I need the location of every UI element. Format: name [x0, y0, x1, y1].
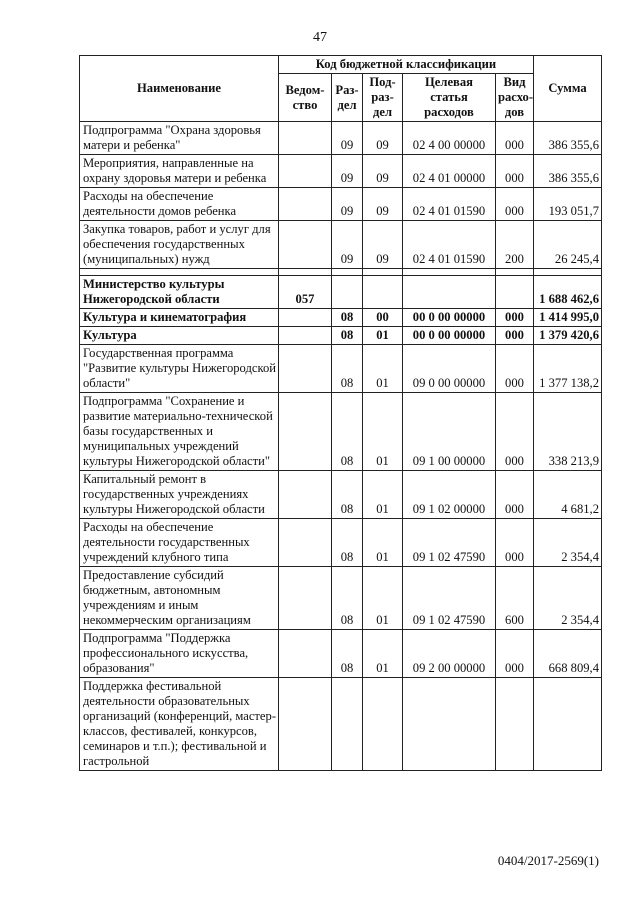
table-row	[80, 393, 602, 471]
cell-ved	[279, 567, 332, 630]
cell-vid: 000	[496, 155, 534, 188]
cell-podrazdel: 09	[363, 122, 403, 155]
cell-summa: 1 414 995,0	[534, 309, 602, 327]
table-row	[80, 345, 602, 393]
cell-vid: 000	[496, 188, 534, 221]
cell-summa: 386 355,6	[534, 122, 602, 155]
header-row-1	[80, 56, 602, 74]
table-row	[80, 309, 602, 327]
spacer-cell	[332, 269, 363, 276]
cell-vid: 000	[496, 122, 534, 155]
cell-name: Подпрограмма "Сохранение и развитие материально-технической базы государственных и муниципальных учреждений культуры Нижегородской области"	[80, 393, 279, 471]
page-number: 47	[313, 30, 327, 45]
header-code-group: Код бюджетной классификации	[279, 56, 534, 74]
cell-podrazdel: 01	[363, 345, 403, 393]
cell-vid: 000	[496, 471, 534, 519]
cell-summa: 26 245,4	[534, 221, 602, 269]
cell-celevaya	[403, 276, 496, 309]
cell-summa: 668 809,4	[534, 630, 602, 678]
cell-razdel: 08	[332, 471, 363, 519]
cell-celevaya: 09 2 00 00000	[403, 630, 496, 678]
cell-name: Предоставление субсидий бюджетным, автономным учреждениям и иным некоммерческим организациям	[80, 567, 279, 630]
table-row	[80, 471, 602, 519]
spacer-cell	[363, 269, 403, 276]
cell-podrazdel: 01	[363, 471, 403, 519]
cell-vid: 000	[496, 393, 534, 471]
cell-celevaya: 09 1 02 47590	[403, 519, 496, 567]
cell-razdel	[332, 678, 363, 771]
spacer-row	[80, 269, 602, 276]
cell-celevaya: 02 4 01 01590	[403, 188, 496, 221]
table-row	[80, 630, 602, 678]
cell-summa: 193 051,7	[534, 188, 602, 221]
cell-podrazdel	[363, 276, 403, 309]
cell-ved	[279, 327, 332, 345]
cell-name: Капитальный ремонт в государственных учреждениях культуры Нижегородской области	[80, 471, 279, 519]
cell-summa: 1 379 420,6	[534, 327, 602, 345]
cell-podrazdel: 01	[363, 519, 403, 567]
table-row	[80, 188, 602, 221]
cell-podrazdel: 01	[363, 393, 403, 471]
table-row	[80, 155, 602, 188]
cell-razdel: 08	[332, 393, 363, 471]
header-podrazdel: Под-раз-дел	[363, 74, 403, 122]
header-ved: Ведом-ство	[279, 74, 332, 122]
table-row	[80, 519, 602, 567]
budget-table	[79, 55, 602, 771]
cell-ved	[279, 678, 332, 771]
table-row	[80, 276, 602, 309]
cell-podrazdel: 01	[363, 567, 403, 630]
table-row	[80, 567, 602, 630]
cell-ved	[279, 345, 332, 393]
cell-name: Культура и кинематография	[80, 309, 279, 327]
table-row	[80, 122, 602, 155]
cell-razdel	[332, 276, 363, 309]
cell-razdel: 08	[332, 345, 363, 393]
spacer-cell	[279, 269, 332, 276]
cell-razdel: 08	[332, 630, 363, 678]
cell-celevaya: 00 0 00 00000	[403, 309, 496, 327]
cell-summa: 386 355,6	[534, 155, 602, 188]
cell-name: Закупка товаров, работ и услуг для обеспечения государственных (муниципальных) нужд	[80, 221, 279, 269]
cell-name: Министерство культуры Нижегородской области	[80, 276, 279, 309]
header-summa: Сумма	[534, 56, 602, 122]
cell-vid	[496, 276, 534, 309]
cell-celevaya: 09 1 02 00000	[403, 471, 496, 519]
cell-ved	[279, 519, 332, 567]
cell-razdel: 08	[332, 327, 363, 345]
header-vid: Вид расхо-дов	[496, 74, 534, 122]
cell-vid: 000	[496, 519, 534, 567]
cell-ved	[279, 309, 332, 327]
cell-razdel: 08	[332, 309, 363, 327]
cell-name: Мероприятия, направленные на охрану здоровья матери и ребенка	[80, 155, 279, 188]
spacer-cell	[403, 269, 496, 276]
cell-razdel: 08	[332, 519, 363, 567]
spacer-cell	[80, 269, 279, 276]
table-row	[80, 678, 602, 771]
table-body	[80, 122, 602, 771]
cell-ved	[279, 122, 332, 155]
cell-vid	[496, 678, 534, 771]
cell-summa	[534, 678, 602, 771]
cell-ved	[279, 471, 332, 519]
cell-vid: 200	[496, 221, 534, 269]
cell-vid: 600	[496, 567, 534, 630]
cell-podrazdel: 09	[363, 221, 403, 269]
cell-ved	[279, 188, 332, 221]
document-code: 0404/2017-2569(1)	[497, 853, 599, 868]
cell-ved	[279, 221, 332, 269]
cell-razdel: 09	[332, 221, 363, 269]
cell-ved	[279, 155, 332, 188]
cell-ved: 057	[279, 276, 332, 309]
cell-summa: 338 213,9	[534, 393, 602, 471]
cell-summa: 1 688 462,6	[534, 276, 602, 309]
cell-summa: 2 354,4	[534, 567, 602, 630]
cell-summa: 1 377 138,2	[534, 345, 602, 393]
cell-podrazdel: 09	[363, 155, 403, 188]
cell-celevaya: 02 4 00 00000	[403, 122, 496, 155]
cell-podrazdel	[363, 678, 403, 771]
cell-ved	[279, 393, 332, 471]
header-celevaya: Целевая статья расходов	[403, 74, 496, 122]
cell-vid: 000	[496, 309, 534, 327]
cell-podrazdel: 01	[363, 327, 403, 345]
spacer-cell	[534, 269, 602, 276]
cell-celevaya: 00 0 00 00000	[403, 327, 496, 345]
cell-podrazdel: 00	[363, 309, 403, 327]
spacer-cell	[496, 269, 534, 276]
cell-celevaya: 02 4 01 01590	[403, 221, 496, 269]
cell-name: Расходы на обеспечение деятельности домов ребенка	[80, 188, 279, 221]
cell-name: Расходы на обеспечение деятельности государственных учреждений клубного типа	[80, 519, 279, 567]
cell-celevaya: 09 1 02 47590	[403, 567, 496, 630]
cell-celevaya: 02 4 01 00000	[403, 155, 496, 188]
cell-summa: 2 354,4	[534, 519, 602, 567]
cell-name: Подпрограмма "Охрана здоровья матери и ребенка"	[80, 122, 279, 155]
cell-ved	[279, 630, 332, 678]
cell-razdel: 09	[332, 122, 363, 155]
cell-razdel: 09	[332, 155, 363, 188]
header-razdel: Раз-дел	[332, 74, 363, 122]
cell-podrazdel: 01	[363, 630, 403, 678]
table-row	[80, 221, 602, 269]
cell-vid: 000	[496, 345, 534, 393]
cell-razdel: 08	[332, 567, 363, 630]
cell-celevaya: 09 1 00 00000	[403, 393, 496, 471]
cell-razdel: 09	[332, 188, 363, 221]
cell-name: Подпрограмма "Поддержка профессионального искусства, образования"	[80, 630, 279, 678]
cell-celevaya	[403, 678, 496, 771]
cell-celevaya: 09 0 00 00000	[403, 345, 496, 393]
cell-podrazdel: 09	[363, 188, 403, 221]
cell-name: Государственная программа "Развитие культуры Нижегородской области"	[80, 345, 279, 393]
cell-vid: 000	[496, 630, 534, 678]
header-name: Наименование	[80, 56, 279, 122]
table-row	[80, 327, 602, 345]
cell-name: Культура	[80, 327, 279, 345]
cell-summa: 4 681,2	[534, 471, 602, 519]
cell-vid: 000	[496, 327, 534, 345]
cell-name: Поддержка фестивальной деятельности образовательных организаций (конференций, мастер-классов, фестивалей, конкурсов, семинаров и т.п.); фестивальной и гастрольной	[80, 678, 279, 771]
